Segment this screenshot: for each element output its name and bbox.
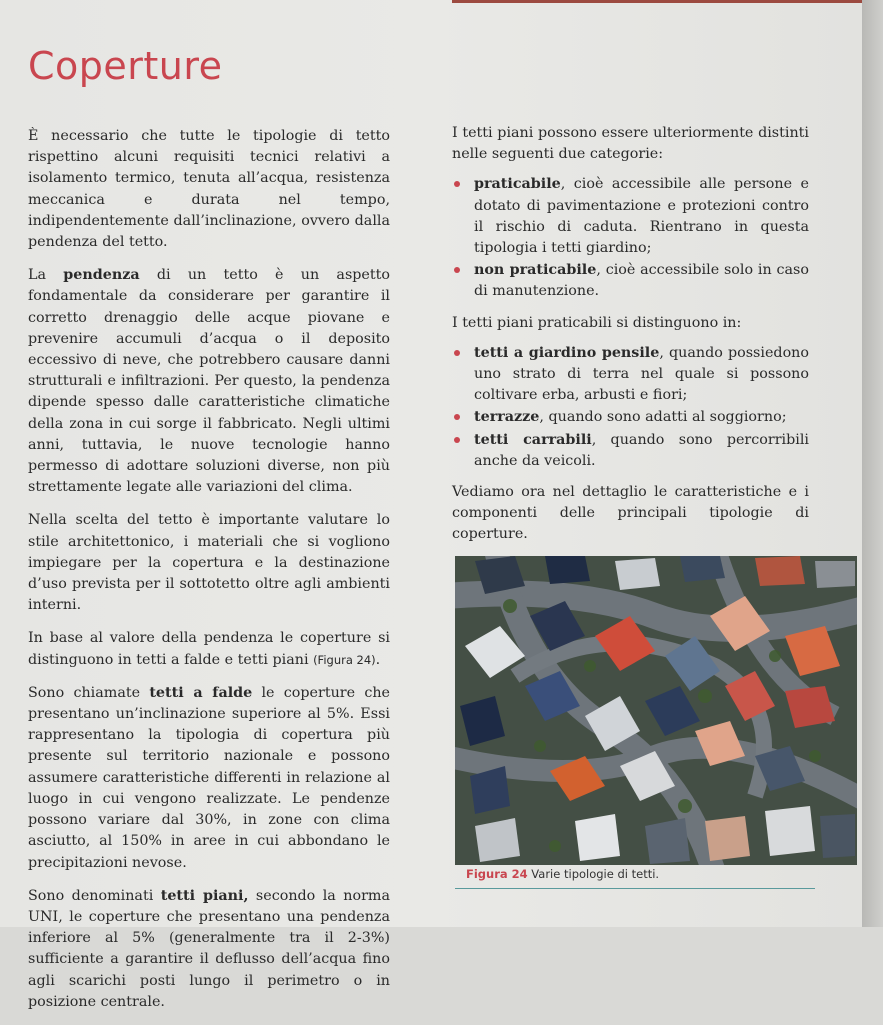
top-accent-bar	[452, 0, 862, 3]
list-item: non praticabile, cioè accessibile solo in caso di manutenzione.	[452, 260, 809, 302]
figure-caption	[466, 867, 846, 881]
figure-caption-text: Varie tipologie di tetti.	[527, 867, 660, 881]
paragraph-pendenza: La pendenza di un tetto è un aspetto fondamentale da considerare per garantire il corretto drenaggio delle acque piovane e prevenire accumuli d’acqua o il deposito eccessivo di neve, che potrebbero causare danni strutturali e infiltrazioni. Per questo, la pendenza dipende spesso dalle caratteristiche climatiche della zona in cui sorge il fabbricato. Negli ultimi anni, tuttavia, le nuove tecnologie hanno permesso di adottare soluzioni diverse, non più strettamente legate alle variazioni del clima.	[28, 267, 390, 496]
paragraph-classificazione: In base al valore della pendenza le coperture si distinguono in tetti a falde e tetti piani (Figura 24).	[28, 630, 390, 668]
list-item: tetti a giardino pensile, quando possiedono uno strato di terra nel quale si possono coltivare erba, arbusti e fiori;	[452, 343, 809, 407]
aerial-roofs-photo	[455, 556, 857, 865]
paragraph-tetti-a-falde: Sono chiamate tetti a falde le coperture che presentano un’inclinazione superiore al 5%. Essi rappresentano la tipologia di copertura più presente sul territorio nazionale e possono assumere caratteristiche differenti in relazione al luogo in cui vengono realizzate. Le pendenze possono variare dal 30%, in zone con clima asciutto, al 150% in aree in cui abbondano le precipitazioni nevose.	[28, 684, 391, 871]
list-categorie	[452, 174, 809, 302]
term-tetti-a-falde: tetti a falde	[149, 684, 253, 701]
term-pendenza: pendenza	[63, 267, 140, 284]
aerial-roofs-illustration	[455, 556, 857, 865]
term-tetti-piani: tetti piani,	[160, 887, 249, 904]
page-title: Coperture	[28, 44, 223, 88]
paragraph-dettaglio: Vediamo ora nel dettaglio le caratteristiche e i componenti delle principali tipologie di coperture.	[452, 484, 809, 543]
figure-reference: (Figura 24)	[313, 652, 376, 667]
paragraph-categorie: I tetti piani possono essere ulteriormente distinti nelle seguenti due categorie:	[452, 125, 809, 163]
page-edge	[862, 0, 883, 927]
list-item: praticabile, cioè accessibile alle persone e dotato di pavimentazione e protezioni contro il rischio di caduta. Rientrano in questa tipologia i tetti giardino;	[452, 174, 809, 259]
paragraph-scelta: Nella scelta del tetto è importante valutare lo stile architettonico, i materiali che si vogliono impiegare per la copertura e la destinazione d’uso prevista per il sottotetto oltre agli ambienti interni.	[28, 512, 390, 614]
right-column	[452, 123, 809, 555]
paragraph-tetti-piani: Sono denominati tetti piani, secondo la norma UNI, le coperture che presentano una pendenza inferiore al 5% (generalmente tra il 2-3%) sufficiente a garantire il deflusso dell’acqua fino agli scarichi posti lungo il perimetro o in posizione centrale.	[28, 887, 391, 1010]
list-praticabili	[452, 343, 809, 472]
paragraph-praticabili: I tetti piani praticabili si distinguono in:	[452, 314, 742, 331]
left-column	[28, 126, 390, 1025]
list-item: tetti carrabili, quando sono percorribili anche da veicoli.	[452, 430, 809, 472]
figure-label: Figura 24	[466, 867, 528, 881]
paragraph-requisiti: È necessario che tutte le tipologie di tetto rispettino alcuni requisiti tecnici relativi a isolamento termico, tenuta all’acqua, resistenza meccanica e durata nel tempo, indipendentemente dall’inclinazione, ovvero dalla pendenza del tetto.	[28, 128, 390, 251]
list-item: terrazze, quando sono adatti al soggiorno;	[452, 407, 809, 428]
caption-rule	[455, 888, 815, 889]
